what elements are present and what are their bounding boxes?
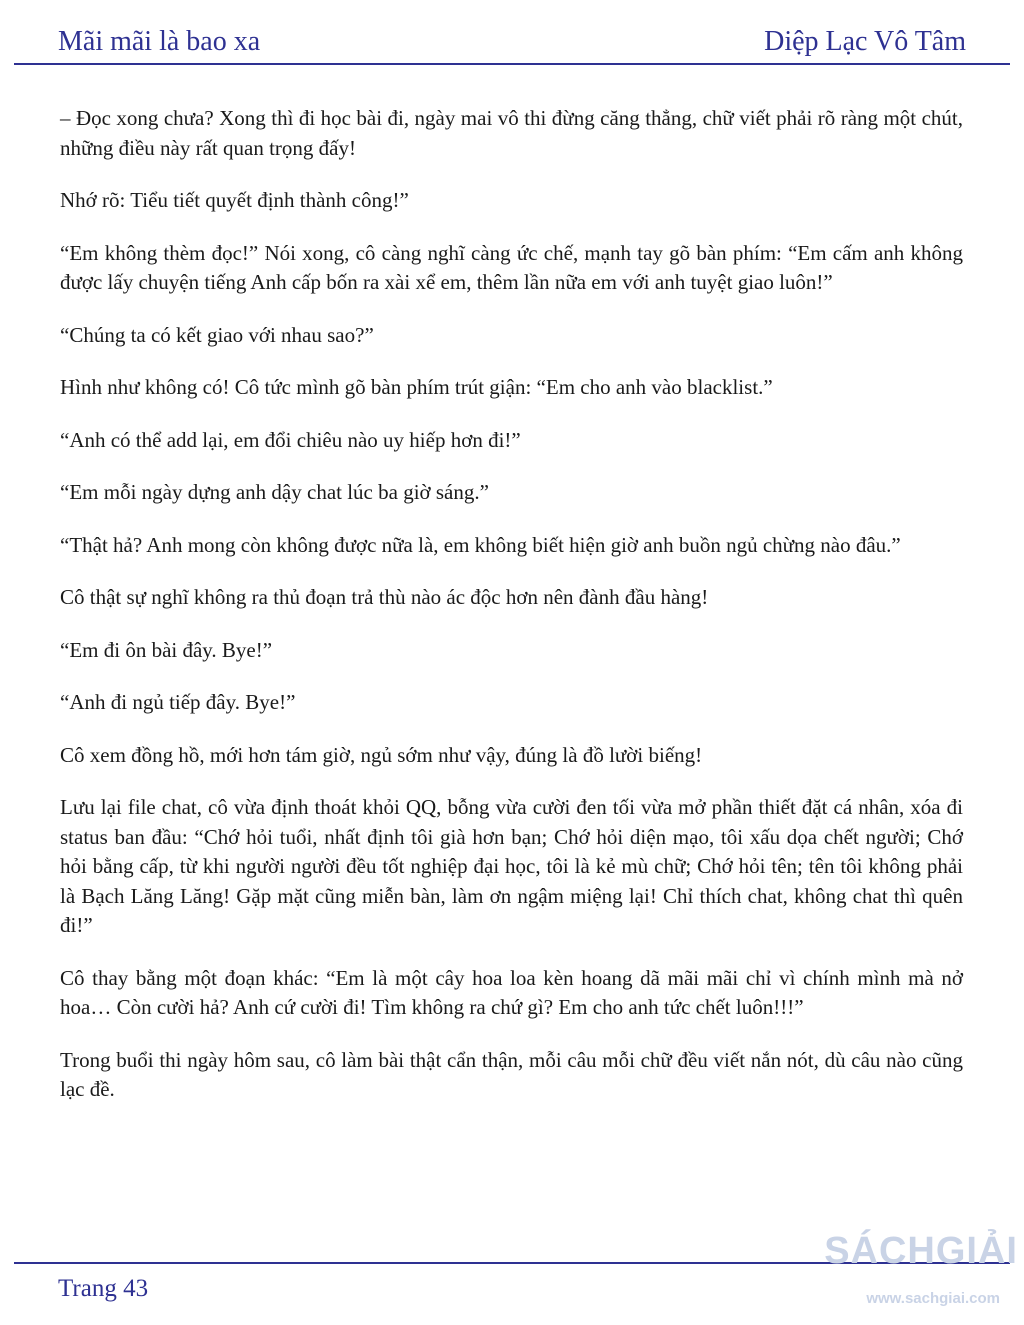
paragraph: Cô xem đồng hồ, mới hơn tám giờ, ngủ sớm như vậy, đúng là đồ lười biếng! [60, 742, 703, 767]
page-number: Trang 43 [58, 1275, 149, 1302]
paragraph: Hình như không có! Cô tức mình gõ bàn phím trút giận: “Em cho anh vào blacklist.” [60, 375, 773, 399]
book-title: Mãi mãi là bao xa [58, 26, 261, 57]
paragraph: Trong buổi thi ngày hôm sau, cô làm bài thật cẩn thận, mỗi câu mỗi chữ đều viết nắn nót, dù câu nào cũng lạc đề. [60, 1047, 963, 1101]
paragraph: Cô thật sự nghĩ không ra thủ đoạn trả thù nào ác độc hơn nên đành đầu hàng! [60, 585, 709, 609]
paragraph: Nhớ rõ: Tiểu tiết quyết định thành công!” [60, 188, 409, 212]
paragraph: “Em mỗi ngày dựng anh dậy chat lúc ba giờ sáng.” [60, 480, 489, 504]
paragraph: “Chúng ta có kết giao với nhau sao?” [60, 322, 374, 347]
watermark-url: www.sachgiai.com [866, 1290, 1000, 1307]
author-name: Diệp Lạc Vô Tâm [764, 26, 966, 57]
paragraph: “Em đi ôn bài đây. Bye!” [60, 637, 273, 662]
paragraph: Cô thay bằng một đoạn khác: “Em là một cây hoa loa kèn hoang dã mãi mãi chỉ vì chính mình mà nở hoa… Còn cười hả? Anh cứ cười đi! Tìm không ra chứ gì? Em cho anh tức chết luôn!!!” [60, 965, 963, 1019]
watermark-logo-text: SÁCHGIẢI [824, 1230, 1018, 1272]
paragraph: “Anh có thể add lại, em đổi chiêu nào uy hiếp hơn đi!” [60, 427, 521, 452]
paragraph: – Đọc xong chưa? Xong thì đi học bài đi, ngày mai vô thi đừng căng thẳng, chữ viết phải rõ ràng một chút, những điều này rất quan trọng đấy! [60, 106, 963, 160]
paragraph: Lưu lại file chat, cô vừa định thoát khỏi QQ, bỗng vừa cười đen tối vừa mở phần thiết đặt cá nhân, xóa đi status ban đầu: “Chớ hỏi tuổi, nhất định tôi già hơn bạn; Chớ hỏi diện mạo, tôi xấu dọa chết người; Chớ hỏi bằng cấp, từ khi người người đều tốt nghiệp đại học, tôi là kẻ mù chữ; Chớ hỏi tên; tên tôi không phải là Bạch Lăng Lăng! Gặp mặt cũng miễn bàn, làm ơn ngậm miệng lại! Chỉ thích chat, không chat thì quên đi!” [60, 795, 963, 937]
watermark-logo [808, 1230, 1018, 1320]
paragraph: “Anh đi ngủ tiếp đây. Bye!” [60, 690, 296, 714]
body-text [60, 104, 963, 1128]
paragraph: “Em không thèm đọc!” Nói xong, cô càng nghĩ càng ức chế, mạnh tay gõ bàn phím: “Em cấm anh không được lấy chuyện tiếng Anh cấp bốn ra xài xể em, thêm lần nữa em với anh tuyệt giao luôn!” [60, 240, 963, 294]
paragraph: “Thật hả? Anh mong còn không được nữa là, em không biết hiện giờ anh buồn ngủ chừng nào đâu.” [60, 532, 901, 557]
header-divider [14, 63, 1010, 65]
